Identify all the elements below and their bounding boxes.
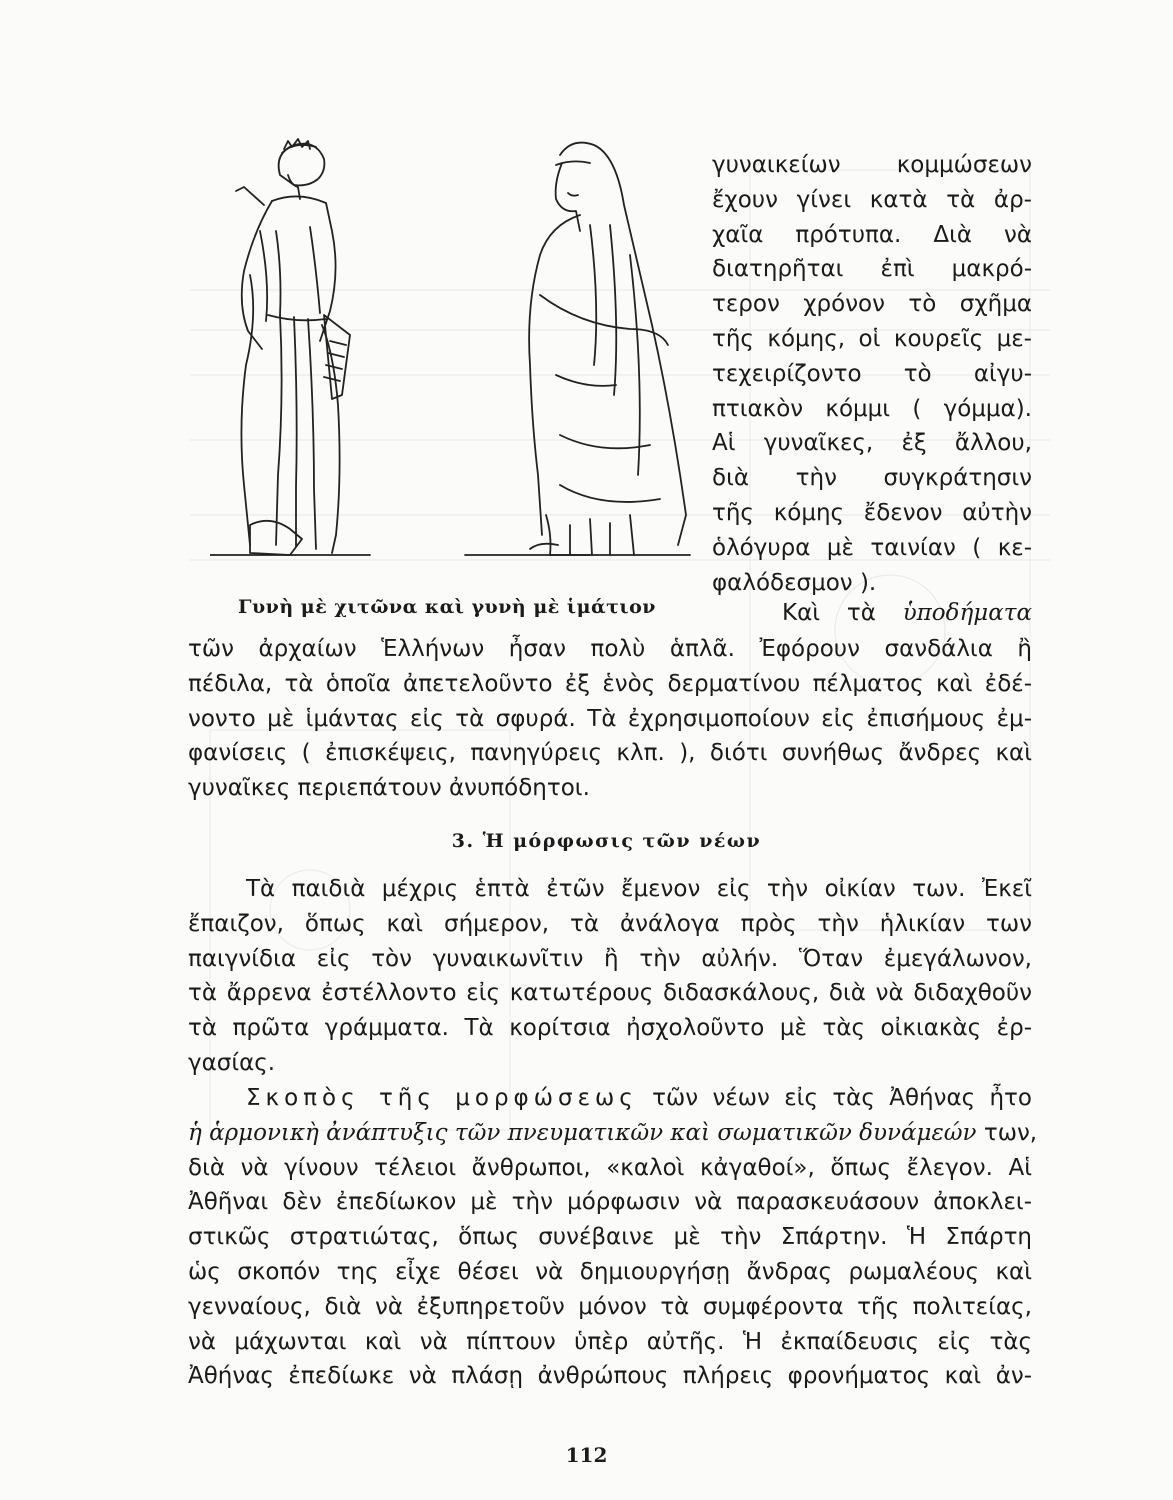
text-line: γυναῖκες περιεπάτουν ἀνυπόδητοι.: [188, 775, 590, 802]
text-line: πτιακὸν κόμμι ( γόμμα).: [712, 395, 1032, 422]
page-number: 112: [565, 1443, 608, 1467]
text-line: διὰ νὰ γίνουν τέλειοι ἄνθρωποι, «καλοὶ κἀγαθοί», ὅπως ἔλεγον. Αἱ: [188, 1154, 1032, 1181]
text-line: ὡς σκοπόν της εἶχε θέσει νὰ δημιουργήσῃ ἄνδρας ρωμαλέους καὶ: [188, 1258, 1032, 1285]
text-line: ἔπαιζον, ὅπως καὶ σήμερον, τὰ ἀνάλογα πρὸς τὴν ἡλικίαν των: [188, 910, 1032, 937]
woman-in-chiton: [236, 139, 350, 555]
text-line: τῆς κόμης, οἱ κουρεῖς με-: [712, 325, 1032, 352]
text-line: τὰ πρῶτα γράμματα. Τὰ κορίτσια ἠσχολοῦντο μὲ τὰς οἰκιακὰς ἐρ-: [188, 1015, 1032, 1042]
footwear-first-line: [712, 596, 1032, 631]
text-line: ἔχουν γίνει κατὰ τὰ ἀρ-: [712, 186, 1032, 213]
spaced-emphasis: Σκοπὸς τῆς μορφώσεως: [246, 1085, 638, 1111]
section-heading: 3. Ἡ μόρφωσις τῶν νέων: [451, 830, 762, 852]
text-line: Ἀθῆναι δὲν ἐπεδίωκον μὲ τὴν μόρφωσιν νὰ παρασκευάσουν ἀποκλει-: [188, 1189, 1032, 1216]
text-line: Τὰ παιδιὰ μέχρις ἑπτὰ ἐτῶν ἔμενον εἰς τὴν οἰκίαν των. Ἐκεῖ: [246, 876, 1032, 902]
text-line: [188, 1116, 1038, 1151]
text-line: γυναικείων κομμώσεων: [712, 152, 1032, 178]
text-line: Αἱ γυναῖκες, ἐξ ἄλλου,: [712, 430, 1032, 457]
text-line: [188, 1081, 1032, 1116]
purpose-paragraph: [188, 1081, 1038, 1394]
text-line: φαλόδεσμον ).: [712, 569, 877, 596]
text-line: τῆς κόμης ἔδενον αὐτὴν: [712, 499, 1032, 526]
woman-in-himation: [529, 143, 686, 555]
text-line: Ἀθήνας ἐπεδίωκε νὰ πλάσῃ ἀνθρώπους πλήρεις φρονήματος καὶ ἀν-: [188, 1363, 1032, 1390]
text-span: των,: [976, 1119, 1038, 1146]
figure-caption: Γυνὴ μὲ χιτῶνα καὶ γυνὴ μὲ ἱμάτιον: [238, 596, 656, 618]
text-line: πέδιλα, τὰ ὁποῖα ἀπετελοῦντο ἐξ ἑνὸς δερματίνου πέλματος καὶ ἐδέ-: [188, 670, 1032, 697]
text-line: διατηρῆται ἐπὶ μακρό-: [712, 256, 1032, 283]
italic-emphasis: ἡ ἁρμονικὴ ἀνάπτυξις τῶν πνευματικῶν καὶ σωματικῶν δυνάμεών: [188, 1119, 977, 1146]
italic-term: ὑποδήματα: [902, 600, 1032, 626]
text-line: γενναίους, διὰ νὰ ἐξυπηρετοῦν μόνον τὰ συμφέροντα τῆς πολιτείας,: [188, 1293, 1032, 1320]
text-line: γασίας.: [188, 1049, 276, 1076]
text-line: τῶν ἀρχαίων Ἑλλήνων ἦσαν πολὺ ἁπλᾶ. Ἐφόρουν σανδάλια ἢ: [188, 636, 1032, 662]
two-women-illustration: [210, 135, 710, 565]
text-line: φανίσεις ( ἐπισκέψεις, πανηγύρεις κλπ. ), διότι συνήθως ἄνδρες καὶ: [188, 740, 1032, 767]
text-line: χαῖα πρότυπα. Διὰ νὰ: [712, 221, 1032, 248]
text-line: στικῶς στρατιώτας, ὅπως συνέβαινε μὲ τὴν Σπάρτην. Ἡ Σπάρτη: [188, 1224, 1032, 1251]
text-span: Καὶ τὰ: [782, 600, 903, 626]
text-line: τὰ ἄρρενα ἐστέλλοντο εἰς κατωτέρους διδασκάλους, διὰ νὰ διδαχθοῦν: [188, 980, 1032, 1007]
side-text-column: [712, 148, 1032, 600]
text-line: διὰ τὴν συγκράτησιν: [712, 465, 1032, 492]
text-line: νὰ μάχωνται καὶ νὰ πίπτουν ὑπὲρ αὐτῆς. Ἡ ἐκπαίδευσις εἰς τὰς: [188, 1328, 1032, 1355]
text-line: παιγνίδια εἰς τὸν γυναικωνῖτιν ἢ τὴν αὐλήν. Ὅταν ἐμεγάλωνον,: [188, 945, 1032, 972]
text-line: ὁλόγυρα μὲ ταινίαν ( κε-: [712, 534, 1032, 561]
text-line: τεχειρίζοντο τὸ αἰγυ-: [712, 360, 1032, 387]
text-line: νοντο μὲ ἱμάντας εἰς τὰ σφυρά. Τὰ ἐχρησιμοποίουν εἰς ἐπισήμους ἐμ-: [188, 705, 1032, 732]
text-span: τῶν νέων εἰς τὰς Ἀθήνας ἦτο: [637, 1085, 1032, 1111]
children-paragraph: [188, 872, 1032, 1081]
text-line: τερον χρόνον τὸ σχῆμα: [712, 291, 1032, 318]
footwear-paragraph: [188, 632, 1032, 806]
